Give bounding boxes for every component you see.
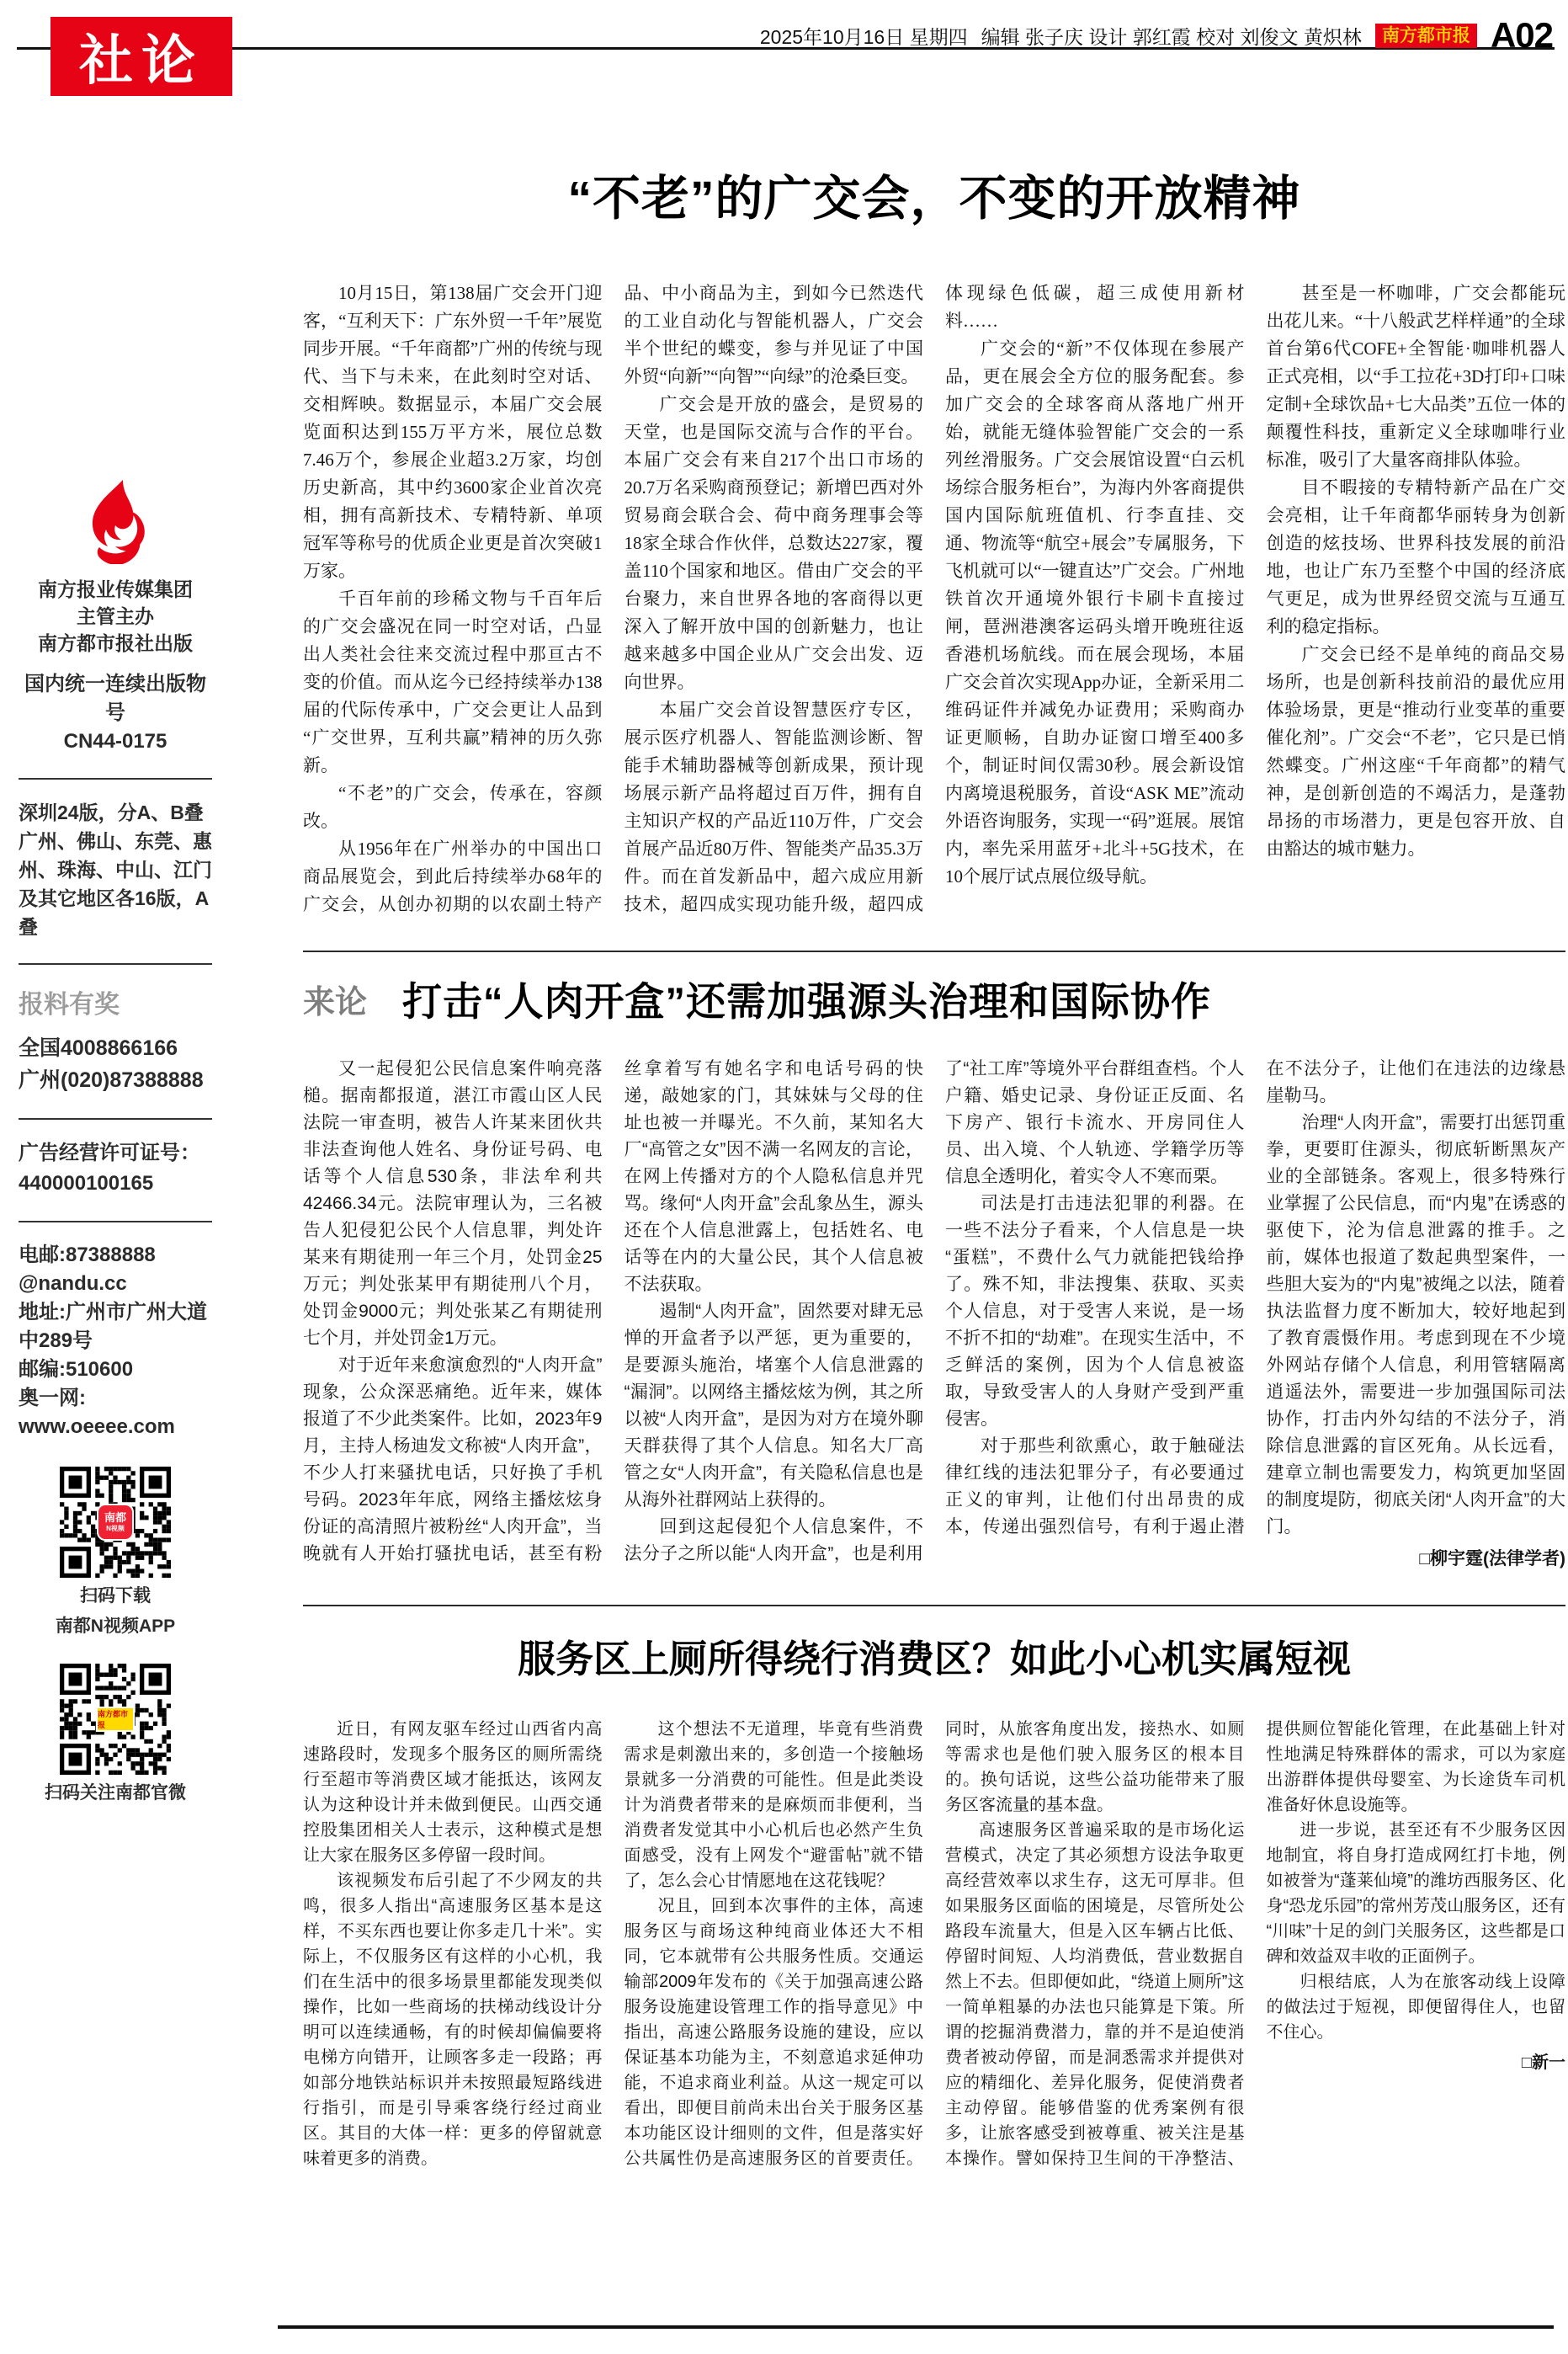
editorial-content <box>303 126 1565 2171</box>
issn-block <box>19 670 212 756</box>
paragraph: 近日，有网友驱车经过山西省内高速路段时，发现多个服务区的厕所需绕行至超市等消费区域才能抵达，该网友认为这种设计并未做到便民。山西交通控股集团相关人士表示，这种模式是想让大家在服务区多停留一段时间。 <box>303 1720 603 1865</box>
section-label-box <box>50 17 232 96</box>
paragraph: 进一步说，甚至还有不少服务区因地制宜，将自身打造成网红打卡地，例如被誉为“蓬莱仙境”的潍坊西服务区、化身“恐龙乐园”的常州芳茂山服务区，还有“川味”十足的剑门关服务区，这些都是口碑和效益双丰收的正面例子。 <box>1266 1821 1565 1966</box>
paragraph: 治理“人肉开盒”，需要打出惩罚重拳，更要盯住源头，彻底斩断黑灰产业的全部链条。客观上，很多特殊行业掌握了公民信息，而“内鬼”在诱惑的驱使下，沦为信息泄露的推手。之前，媒体也报道了数起典型案件，一些胆大妄为的“内鬼”被绳之以法，随着执法监督力度不断加大，较好地起到了教育震慑作用。考虑到现在不少境外网站存储个人信息，利用管辖隔离逍遥法外，需要进一步加强国际司法协作，打击内外勾结的不法分子，消除信息泄露的盲区死角。从长远看，建章立制也需要发力，构筑更加坚固的制度堤防，彻底关闭“人肉开盒”的大门。 <box>1266 1113 1565 1536</box>
paragraph: 司法是打击违法犯罪的利器。在一些不法分子看来，个人信息是一块“蛋糕”，不费什么气力就能把钱给挣了。殊不知，非法搜集、获取、买卖个人信息，对于受害人来说，是一场不折不扣的“劫难”。在现实生活中，不乏鲜活的案例，因为个人信息被盗取，导致受害人的人身财产受到严重侵害。 <box>945 1194 1245 1429</box>
paragraph: 广告经营许可证号： <box>19 1142 200 1164</box>
header-meta <box>760 15 1553 56</box>
paragraph: 高速服务区普遍采取的是市场化运营模式，决定了其必须想方设法争取更高经营效率以求生存，这无可厚非。但如果服务区面临的困境是，尽管所处公路段车流量大，但是入区车辆占比低、停留时间短、人均消费低，营业数据自然上不去。但即便如此，“绕道上厕所”这一简单粗暴的办法也只能算是下策。所谓的挖掘消费潜力，靠的并不是迫使消费者被动停留，而是洞悉需求并提供对应的精细化、差异化服务，促使消费者主动停留。能够借鉴的优秀案例有很多，让旅客感受到被尊重、被关注是基本操作。譬如保持卫生间的干净整洁、提供厕位智能化管理，在此基础上针对性地满足特殊群体的需求，可以为家庭出游群体提供母婴室、为长途货车司机准备好休息设施等。 <box>945 1720 1565 2168</box>
article-divider <box>303 1605 1565 1606</box>
paragraph: 这个想法不无道理，毕竟有些消费需求是刺激出来的，多创造一个接触场景就多一分消费的可能性。但是此类设计为消费者带来的是麻烦而非便利，当消费者发觉其中小心机后也必然产生负面感受，没有上网发个“避雷帖”就不错了，怎么会心甘情愿地在这花钱呢？ <box>624 1720 923 1890</box>
article-3-body <box>303 1717 1565 2171</box>
paragraph: 全国4008866166 <box>19 1036 178 1060</box>
paragraph: 甚至是一杯咖啡，广交会都能玩出花儿来。“十八般武艺样样通”的全球首台第6代COFE+全智能·咖啡机器人正式亮相，以“手工拉花+3D打印+口味定制+全球饮品+七大品类”五位一体的颠覆性科技，重新定义全球咖啡行业标准，吸引了大量客商排队体验。 <box>1266 283 1565 470</box>
paragraph: 邮编:510600 <box>19 1358 134 1381</box>
page-bottom-rule <box>278 2325 1554 2329</box>
paragraph: 10月15日，第138届广交会开门迎客，“互利天下：广东外贸一千年”展览同步开展。“千年商都”广州的传统与现代、当下与未来，在此刻时空对话、交相辉映。数据显示，本届广交会展览面积达到155万平方米，展位总数7.46万个，参展企业超3.2万家，均创历史新高，其中约3600家企业首次亮相，拥有高新技术、专精特新、单项冠军等称号的优质企业更是首次突破1万家。 <box>303 283 603 581</box>
article-2-header <box>303 971 1565 1027</box>
paragraph: 对于近年来愈演愈烈的“人肉开盒”现象，公众深恶痛绝。近年来，媒体报道了不少此类案件。比如，2023年9月，主持人杨迪发文称被“人肉开盒”，不少人打来骚扰电话，只好换了手机号码。2023年年底，网络主播炫炫身份证的高清照片被粉丝“人肉开盒”，当晚就有人开始打骚扰电话，甚至有粉丝拿着写有她名字和电话号码的快递，敲她家的门，其妹妹与父母的住址也被一并曝光。不久前，某知名大厂“高管之女”因不满一名网友的言论，在网上传播对方的个人隐私信息并咒骂。缘何“人肉开盒”会乱象丛生，源头还在个人信息泄露上，包括姓名、电话等在内的大量公民，其个人信息被不法获取。 <box>303 1059 923 1563</box>
sidebar-divider <box>19 963 212 965</box>
tipoff-title: 报料有奖 <box>19 991 120 1019</box>
article-1-headline: “不老”的广交会，不变的开放精神 <box>567 172 1301 226</box>
section-label: 社论 <box>79 31 204 91</box>
sidebar-divider <box>19 1118 212 1120</box>
article-2-headline: 打击“人肉开盒”还需加强源头治理和国际协作 <box>402 979 1212 1024</box>
paragraph: 广州、佛山、东莞、惠州、珠海、中山、江门及其它地区各16版，A叠 <box>19 830 212 938</box>
paragraph: 奥一网: <box>19 1387 86 1409</box>
publisher-block <box>19 576 212 657</box>
paragraph: 从1956年在广州举办的中国出口商品展览会，到此后持续举办68年的广交会，从创办初期的以农副土特产品、中小商品为主，到如今已然迭代的工业自动化与智能机器人，广交会半个世纪的蝶变，参与并见证了中国外贸“向新”“向智”“向绿”的沧桑巨变。 <box>303 283 923 914</box>
article-3-paragraphs <box>303 1717 1565 2171</box>
paragraph: 南方报业传媒集团 <box>38 578 193 600</box>
article-2-byline: □柳宇霆(法律学者) <box>1419 1549 1565 1568</box>
ad-license-block <box>19 1138 212 1199</box>
tipoff-phones <box>19 1032 212 1096</box>
article-service-area <box>303 1628 1565 2171</box>
staff-credits: 编辑 张子庆 设计 郭红霞 校对 刘俊文 黄炽林 <box>981 25 1362 48</box>
qr-code-official-weibo <box>60 1664 171 1775</box>
paragraph: 目不暇接的专精特新产品在广交会亮相，让千年商都华丽转身为创新创造的炫技场、世界科技发展的前沿地，也让广东乃至整个中国的经济底气更足，成为世界经贸交流与互通互利的稳定指标。 <box>1266 477 1565 636</box>
issn-label: 国内统一连续出版物号 <box>24 673 206 724</box>
column-label: 来论 <box>303 985 368 1020</box>
issn-number: CN44-0175 <box>63 730 167 753</box>
paragraph: 地址:广州市广州大道中289号 <box>19 1301 207 1352</box>
paragraph: 该视频发布后引起了不少网友的共鸣，很多人指出“高速服务区基本是这样，不买东西也要让你多走几十米”。实际上，不仅服务区有这样的小心机，我们在生活中的很多场景里都能发现类似操作，比如一些商场的扶梯动线设计分明可以连续通畅，有的时候却偏偏要将电梯方向错开，让顾客多走一段路；再如部分地铁站标识并未按照最短路线进行指引，而是引导乘客绕行经过商业区。其目的大体一样：更多的停留就意味着更多的消费。 <box>303 1872 603 2168</box>
sidebar-divider <box>19 1221 212 1222</box>
paragraph: 南都N视频APP <box>55 1616 176 1636</box>
article-doxxing <box>303 971 1565 1573</box>
paragraph: 扫码下载 <box>80 1586 151 1606</box>
paragraph: 电邮:87388888 <box>19 1244 156 1266</box>
paragraph: 扫码关注南都官微 <box>45 1783 186 1803</box>
article-3-byline: □新一 <box>1521 2053 1565 2072</box>
article-3-headline: 服务区上厕所得绕行消费区？如此小心机实属短视 <box>517 1638 1351 1680</box>
qr-badge-text: 南都 <box>104 1510 126 1524</box>
article-1-paragraphs <box>303 280 1565 919</box>
page-number: A02 <box>1490 15 1553 55</box>
editions-block <box>19 798 212 941</box>
paragraph: 主管主办 <box>77 605 154 627</box>
qr-badge-text: 南方都市报 <box>98 1710 129 1729</box>
article-divider <box>303 951 1565 952</box>
qr-center-badge-nandu <box>97 1504 134 1541</box>
article-2-paragraphs <box>303 1056 1565 1573</box>
qr-badge-subtext: N视频 <box>106 1524 125 1532</box>
sidebar-divider <box>19 778 212 780</box>
paragraph: 本届广交会首设智慧医疗专区，展示医疗机器人、智能监测诊断、智能手术辅助器械等创新成果，预计现场展示新产品将超过百万件，拥有自主知识产权的产品近110万件，广交会首展产品近80万件、智能类产品35.3万件。而在首发新品中，超六成应用新技术，超四成实现功能升级，超四成体现绿色低碳，超三成使用新材料…… <box>624 283 1245 914</box>
paragraph: 千百年前的珍稀文物与千百年后的广交会盛况在同一时空对话，凸显出人类社会往来交流过程中那亘古不变的价值。而从迄今已经持续举办138届的代际传承中，广交会更让人品到“广交世界，互利共赢”精神的历久弥新。 <box>303 588 603 775</box>
article-canton-fair <box>303 160 1565 919</box>
paragraph: www.oeeee.com <box>19 1415 175 1438</box>
paragraph: 440000100165 <box>19 1172 154 1195</box>
paragraph: 广州(020)87388888 <box>19 1068 204 1092</box>
masthead-sidebar <box>19 101 212 1805</box>
article-2-body <box>303 1056 1565 1573</box>
paragraph: @nandu.cc <box>19 1272 127 1295</box>
paragraph: 广交会是开放的盛会，是贸易的天堂，也是国际交流与合作的平台。本届广交会有来自217个出口市场的20.7万名采购商预登记；新增巴西对外贸易商会联合会、荷中商务理事会等18家全球合作伙伴，总数达227家，覆盖110个国家和地区。借由广交会的平台聚力，来自世界各地的客商得以更深入了解开放中国的创新魅力，也让越来越多中国企业从广交会出发、迈向世界。 <box>624 394 923 692</box>
qr-caption-weibo <box>19 1781 212 1805</box>
paragraph: 广交会的“新”不仅体现在参展产品，更在展会全方位的服务配套。参加广交会的全球客商从落地广州开始，就能无缝体验智能广交会的一系列丝滑服务。广交会展馆设置“白云机场综合服务柜台”，为海内外客商提供国内国际航班值机、行李直挂、交通、物流等“航空+展会”专属服务，下飞机就可以“一键直达”广交会。广州地铁首次开通境外银行卡刷卡直接过闸，琶洲港澳客运码头增开晚班往返香港机场航线。而在展会现场，本届广交会首次实现App办证，全新采用二维码证件并减免办证费用；采购商办证更顺畅，自助办证窗口增至400多个，制证时间仅需30秒。展会新设馆内离境退税服务，首设“ASK ME”流动外语咨询服务，实现一“码”逛展。展馆内，率先采用蓝牙+北斗+5G技术，在10个展厅试点展位级导航。 <box>945 338 1245 887</box>
contact-block <box>19 1241 212 1441</box>
paragraph: 对于那些利欲熏心，敢于触碰法律红线的违法犯罪分子，有必要通过正义的审判，让他们付出昂贵的成本，传递出强烈信号，有利于遏止潜在不法分子，让他们在违法的边缘悬崖勒马。 <box>945 1059 1565 1536</box>
nandu-flame-logo <box>84 480 146 564</box>
paragraph: “不老”的广交会，传承在，容颜改。 <box>303 783 603 831</box>
masthead-logo: 南方都市报 <box>1375 24 1477 48</box>
dateline: 2025年10月16日 星期四 <box>759 25 968 48</box>
qr-center-badge-paper <box>96 1707 135 1732</box>
qr-code-nvideo-app <box>60 1467 171 1578</box>
paragraph: 广交会已经不是单纯的商品交易场所，也是创新科技前沿的最优应用体验场景，更是“推动行业变革的重要催化剂”。广交会“不老”，它只是已悄然蝶变。广州这座“千年商都”的精气神，是创新创造的不竭活力，是蓬勃昂扬的市场潜力，更是包容开放、自由豁达的城市魅力。 <box>1266 644 1565 859</box>
paragraph: 南方都市报社出版 <box>38 632 193 654</box>
paragraph: 归根结底，人为在旅客动线上设障的做法过于短视，即便留得住人，也留不住心。 <box>1266 1973 1565 2042</box>
article-1-body <box>303 280 1565 919</box>
paragraph: 深圳24版，分A、B叠 <box>19 802 204 823</box>
paragraph: 况且，回到本次事件的主体，高速服务区与商场这种纯商业体还大不相同，它本就带有公共服务性质。交通运输部2009年发布的《关于加强高速公路服务设施建设管理工作的指导意见》中指出，高速公路服务设施的建设，应以保证基本功能为主，不刻意追求延伸功能，不追求商业利益。从这一规定可以看出，即便目前尚未出台关于服务区基本功能区设计细则的文件，但是落实好公共属性仍是高速服务区的首要责任。同时，从旅客角度出发，接热水、如厕等需求也是他们驶入服务区的根本目的。换句话说，这些公益功能带来了服务区客流量的基本盘。 <box>624 1720 1245 2168</box>
paragraph: 遏制“人肉开盒”，固然要对肆无忌惮的开盒者予以严惩，更为重要的，是要源头施治，堵塞个人信息泄露的“漏洞”。以网络主播炫炫为例，其之所以被“人肉开盒”，是因为对方在境外聊天群获得了其个人信息。知名大厂高管之女“人肉开盒”，有关隐私信息也是从海外社群网站上获得的。 <box>624 1302 923 1510</box>
paragraph: 回到这起侵犯个人信息案件，不法分子之所以能“人肉开盒”，也是利用了“社工库”等境外平台群组查档。个人户籍、婚史记录、身份证正反面、名下房产、银行卡流水、开房同住人员、出入境、个人轨迹、学籍学历等信息全透明化，着实令人不寒而栗。 <box>624 1059 1245 1563</box>
qr-caption-nvideo <box>19 1584 212 1638</box>
paragraph: 又一起侵犯公民信息案件响亮落槌。据南都报道，湛江市霞山区人民法院一审查明，被告人许某来团伙共非法查询他人姓名、身份证号码、电话等个人信息530条，非法牟利共42466.34元。法院审理认为，三名被告人犯侵犯公民个人信息罪，判处许某来有期徒刑一年三个月，处罚金25万元；判处张某甲有期徒刑八个月，处罚金9000元；判处张某乙有期徒刑七个月，并处罚金1万元。 <box>303 1059 603 1348</box>
